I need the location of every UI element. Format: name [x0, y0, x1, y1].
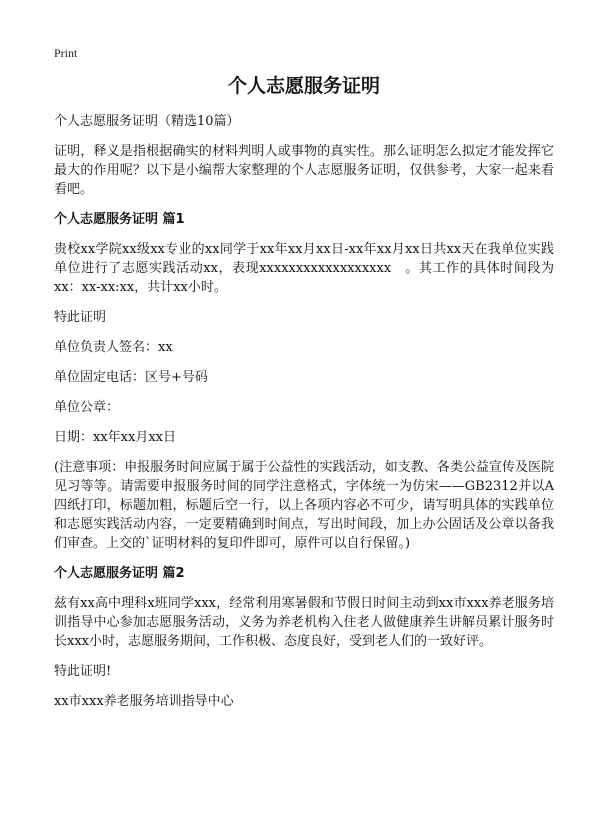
- section2-body: 兹有xx高中理科x班同学xxx，经常利用寒暑假和节假日时间主动到xx市xxx养老服务培训指导中心参加志愿服务活动，义务为养老机构入住老人做健康养生讲解员累计服务时长xxx小时，志愿服务期间，工作积极、态度良好，受到老人们的一致好评。: [54, 596, 554, 649]
- document-subtitle: 个人志愿服务证明（精选10篇）: [54, 114, 240, 129]
- section1-date: 日期：xx年xx月xx日: [54, 430, 176, 445]
- section2-certify: 特此证明!: [54, 664, 112, 679]
- section1-body: 贵校xx学院xx级xx专业的xx同学于xx年xx月xx日-xx年xx月xx日共xx天在我单位实践单位进行了志愿实践活动xx，表现xxxxxxxxxxxxxxxxxx 。其工作的具体时间段为xx：xx-xx:xx，共计xx小时。: [54, 242, 554, 295]
- section1-heading: 个人志愿服务证明 篇1: [54, 212, 185, 227]
- section2-org: xx市xxx养老服务培训指导中心: [54, 694, 234, 709]
- section1-seal: 单位公章：: [54, 400, 120, 415]
- document-title: 个人志愿服务证明: [227, 75, 380, 97]
- section2-heading: 个人志愿服务证明 篇2: [54, 566, 185, 581]
- section1-phone: 单位固定电话：区号+号码: [54, 370, 208, 385]
- section1-notice: (注意事项：申报服务时间应属于属于公益性的实践活动，如支教、各类公益宣传及医院见习等等。请需要申报服务时间的同学注意格式，字体统一为仿宋——GB2312并以A四纸打印，标题加粗，标题后空一行，以上各项内容必不可少，请写明具体的实践单位和志愿实践活动内容，一定要精确到时间点，写出时间段，加上办公固话及公章以备我们审查。上交的`证明材料的复印件即可，原件可以自行保留。): [54, 460, 554, 551]
- intro-paragraph: 证明，释义是指根据确实的材料判明人或事物的真实性。那么证明怎么拟定才能发挥它最大的作用呢？以下是小编帮大家整理的个人志愿服务证明，仅供参考，大家一起来看看吧。: [54, 144, 554, 197]
- section1-signer: 单位负责人签名：xx: [54, 340, 173, 355]
- section1-certify: 特此证明: [54, 310, 107, 325]
- print-label: Print: [54, 46, 78, 60]
